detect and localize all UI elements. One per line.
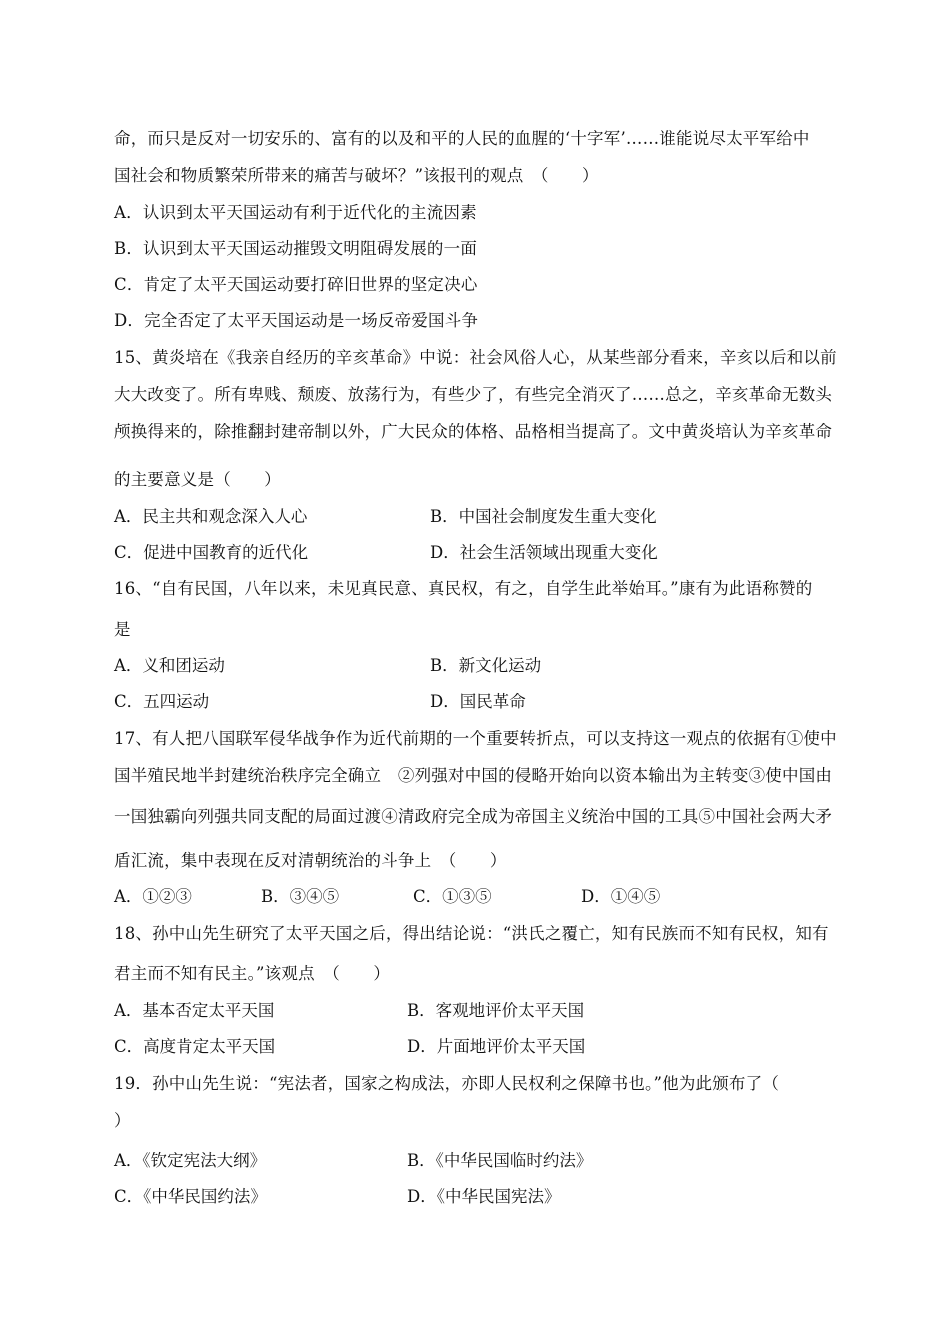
q15-option-c: C．促进中国教育的近代化 — [114, 543, 309, 562]
q17-option-a: A．①②③ — [114, 887, 192, 906]
q15-stem-line-4: 的主要意义是（ ） — [114, 470, 281, 489]
q16-option-c: C．五四运动 — [114, 692, 210, 711]
q15-stem-line-2: 大大改变了。所有卑贱、颓废、放荡行为，有些少了，有些完全消灭了……总之，辛亥革命无数头 — [114, 385, 833, 404]
q17-stem-line-1: 17、有人把八国联军侵华战争作为近代前期的一个重要转折点，可以支持这一观点的依据有①使中 — [114, 729, 837, 748]
q19-option-b: B．《中华民国临时约法》 — [407, 1151, 593, 1170]
q18-option-b: B．客观地评价太平天国 — [407, 1001, 585, 1020]
q19-stem-line-1: 19．孙中山先生说：“宪法者，国家之构成法，亦即人民权利之保障书也。”他为此颁布了（ — [114, 1074, 780, 1093]
q16-option-d: D．国民革命 — [430, 692, 526, 711]
q18-stem-line-1: 18、孙中山先生研究了太平天国之后，得出结论说：“洪氏之覆亡，知有民族而不知有民权，知有 — [114, 924, 829, 943]
q14-option-b: B．认识到太平天国运动摧毁文明阻碍发展的一面 — [114, 239, 478, 258]
q14-option-c: C．肯定了太平天国运动要打碎旧世界的坚定决心 — [114, 275, 478, 294]
q17-option-d: D．①④⑤ — [581, 887, 661, 906]
q19-option-d: D．《中华民国宪法》 — [407, 1187, 561, 1206]
q15-option-a: A．民主共和观念深入人心 — [114, 507, 308, 526]
q16-stem-line-1: 16、“自有民国，八年以来，未见真民意、真民权，有之，自学生此举始耳。”康有为此语称赞的 — [114, 579, 813, 598]
q15-stem-line-3: 颅换得来的，除推翻封建帝制以外，广大民众的体格、品格相当提高了。文中黄炎培认为辛亥革命 — [114, 422, 833, 441]
q18-option-c: C．高度肯定太平天国 — [114, 1037, 276, 1056]
q15-stem-line-1: 15、黄炎培在《我亲自经历的辛亥革命》中说：社会风俗人心，从某些部分看来，辛亥以后和以前 — [114, 348, 837, 367]
q16-option-b: B．新文化运动 — [430, 656, 542, 675]
q17-stem-line-4: 盾汇流，集中表现在反对清朝统治的斗争上 （ ） — [114, 851, 507, 870]
q16-option-a: A．义和团运动 — [114, 656, 225, 675]
q18-option-d: D．片面地评价太平天国 — [407, 1037, 586, 1056]
q14-stem-line-2: 国社会和物质繁荣所带来的痛苦与破坏？”该报刊的观点 （ ） — [114, 166, 599, 185]
q14-stem-line-1: 命，而只是反对一切安乐的、富有的以及和平的人民的血腥的‘十字军’……谁能说尽太平军给中 — [114, 129, 810, 148]
q16-stem-line-2: 是 — [114, 620, 131, 639]
q19-option-a: A．《钦定宪法大纲》 — [114, 1151, 267, 1170]
q18-stem-line-2: 君主而不知有民主。”该观点 （ ） — [114, 964, 391, 983]
q17-stem-line-3: 一国独霸向列强共同支配的局面过渡④清政府完全成为帝国主义统治中国的工具⑤中国社会两大矛 — [114, 807, 833, 826]
q15-option-b: B．中国社会制度发生重大变化 — [430, 507, 657, 526]
q17-option-c: C．①③⑤ — [413, 887, 492, 906]
q15-option-d: D．社会生活领域出现重大变化 — [430, 543, 658, 562]
q17-option-b: B．③④⑤ — [261, 887, 340, 906]
q14-option-d: D．完全否定了太平天国运动是一场反帝爱国斗争 — [114, 311, 479, 330]
q19-option-c: C．《中华民国约法》 — [114, 1187, 267, 1206]
q19-stem-line-2: ） — [114, 1111, 131, 1130]
q14-option-a: A．认识到太平天国运动有利于近代化的主流因素 — [114, 203, 477, 222]
q17-stem-line-2: 国半殖民地半封建统治秩序完全确立 ②列强对中国的侵略开始向以资本输出为主转变③使中国由 — [114, 766, 833, 785]
q18-option-a: A．基本否定太平天国 — [114, 1001, 275, 1020]
